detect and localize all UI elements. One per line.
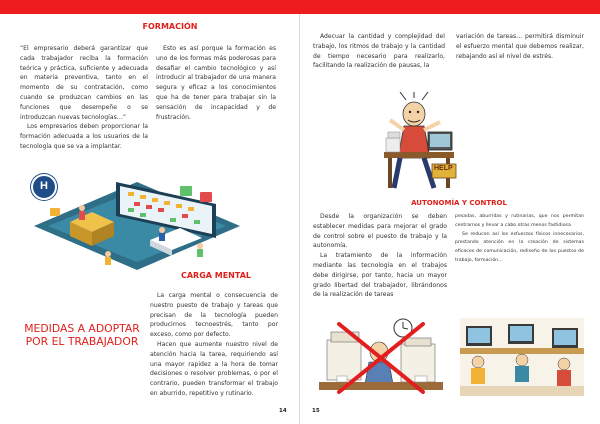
help-sign-text: HELP [434,165,453,172]
formacion-column-1 [20,44,148,152]
autonomia-paragraph-1: Desde la organización se deben establecer medidas para mejorar el grado de control sobre el puesto de trabajo y la autonomía. [313,213,447,250]
page-number-left: 14 [279,408,287,414]
autonomia-paragraph-3: pesadas, aburridas y rutinarias, que nos permitan centrarnos y llevar a cabo otras menos fastidiosa [455,214,584,228]
intro-column-1 [313,32,445,71]
heading-medidas: MEDIDAS A ADOPTAR POR EL TRABAJADOR [24,322,140,348]
paperwork-crossed-illustration [319,318,443,396]
technology-illustration [30,168,244,270]
carga-mental-text [150,291,278,399]
computer-lab-svg [460,318,584,396]
formacion-paragraph: Los empresarios deben proporcionar la formación adecuada a los usuarios de la tecnología que se va a implantar. [20,123,148,150]
isometric-office-svg [30,168,244,270]
heading-autonomia: AUTONOMÍA Y CONTROL [411,199,507,207]
intro-paragraph-1: Adecuar la cantidad y complejidad del trabajo, los ritmos de trabajo y la cantidad de tiempo necesario para realizarlo, facilitando la realización de pausas, la [313,33,445,70]
page-number-right: 15 [312,408,320,414]
logo-badge [31,174,57,200]
computer-lab-illustration [460,318,584,396]
paperwork-svg [319,318,443,396]
autonomia-paragraph-2: La tratamiento de la información mediante las tecnología en el trabajos debe dirigirse, por tanto, hacia un mayor grado libertad del trabajador, librándonos de la realización de tareas [313,252,447,299]
formacion-column-2 [156,44,276,122]
formacion-paragraph-2: Esto es así porque la formación es uno de los formas más poderosas para desafiar el cambio tecnológico y así introducir al trabajador de una manera segura y eficaz a los conocimientos que ha de tener para trabajar sin la sensación de incapacidad y de frustración. [156,45,276,121]
intro-paragraph-2: variación de tareas… permitirá disminuir el esfuerzo mental que debemos realizar, rebajando así el nivel de estrés. [456,33,584,60]
intro-column-2 [456,32,584,61]
autonomia-paragraph-4: Se reducen así los esfuerzos físicos innecesarios, prestando atención en la creación de sistemas eficaces de comunicación, rediseño de los puestos de trabajo, formación… [455,231,584,263]
carga-paragraph-1: La carga mental o consecuencia de nuestro puesto de trabajo y tareas que precisan de la tecnología pueden producirnos tecnoestrés, tanto por exceso, como por defecto. [150,292,278,339]
carga-paragraph-2: Hacen que aumente nuestro nivel de atención hacia la tarea, requiriendo así una mayor rapidez a la hora de tomar decisiones o resolver problemas, o por el contrario, pueden transformar el trabajo en aburrido, repetitivo y rutinario. [150,340,278,397]
autonomia-column-2 [455,213,584,266]
page-gutter [299,14,300,424]
logo-mark-icon: H [40,180,48,192]
stressed-worker-illustration [384,92,460,192]
formacion-quote: “El empresario deberá garantizar que cada trabajador reciba la formación teórica y práctica, suficiente y adecuada en materia preventiva, tanto en el momento de su contratación, como cuando se produzcan cambios en las funciones que desempeñe o se introduzcan nuevas tecnologías…” [20,45,148,121]
stressed-worker-svg [384,92,460,192]
autonomia-column-1 [313,212,447,300]
heading-carga-mental: CARGA MENTAL [180,271,251,280]
heading-formacion: FORMACIÓN [142,22,198,31]
top-red-bar [0,0,600,14]
